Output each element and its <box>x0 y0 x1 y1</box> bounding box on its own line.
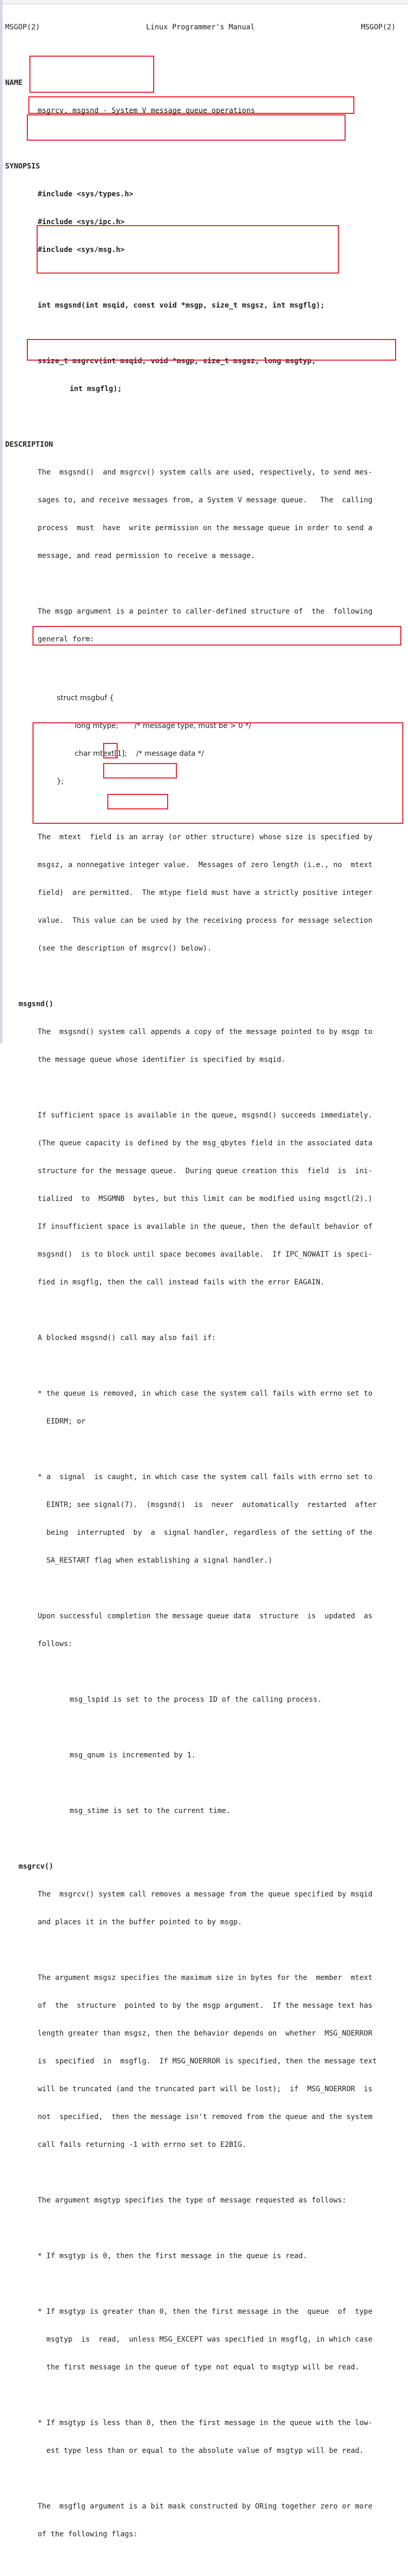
msgrcv-p2: will be truncated (and the truncated part will be lost); if MSG_NOERROR is <box>38 2085 373 2093</box>
msgtyp-bullet: msgtyp is read, unless MSG_EXCEPT was specified in msgflg, in which case <box>38 2335 373 2344</box>
msgsnd-p2: msgsnd() is to block until space becomes available. If IPC_NOWAIT is speci- <box>38 1250 373 1259</box>
desc-p2: The msgp argument is a pointer to caller-defined structure of the following <box>38 607 373 616</box>
msgrcv-p1: and places it in the buffer pointed to by msgp. <box>38 1918 242 1926</box>
msgtyp-bullet: the first message in the queue of type not equal to msgtyp will be read. <box>38 2363 360 2371</box>
msgsnd-bullet: EINTR; see signal(7). (msgsnd() is never automatically restarted after <box>38 1501 377 1509</box>
msgtyp-bullet: * If msgtyp is greater than 0, then the first message in the queue of type <box>38 2308 373 2316</box>
subsection-msgsnd: msgsnd() <box>19 1000 54 1008</box>
msgsnd-p2: tialized to MSGMNB bytes, but this limit can be modified using msgctl(2).) <box>38 1195 373 1203</box>
msgsnd-bullet: being interrupted by a signal handler, regardless of the setting of the <box>38 1529 373 1537</box>
msgrcv-p1: The msgrcv() system call removes a message from the queue specified by msqid <box>38 1890 373 1899</box>
struct-line: }; <box>57 777 64 786</box>
msgsnd-update: msg_lspid is set to the process ID of the calling process. <box>70 1696 322 1704</box>
msgtyp-bullet: est type less than or equal to the absolute value of msgtyp will be read. <box>38 2447 364 2455</box>
subsection-msgrcv: msgrcv() <box>19 1862 54 1871</box>
section-description: DESCRIPTION <box>5 440 53 449</box>
desc-p1: sages to, and receive messages from, a System V message queue. The calling <box>38 496 373 504</box>
msgrcv-prototype-cont: int msgflg); <box>70 385 122 393</box>
msgrcv-p2: The argument msgsz specifies the maximum size in bytes for the member mtext <box>38 1974 373 1982</box>
include-line: #include <sys/types.h> <box>38 190 134 198</box>
include-line: #include <sys/ipc.h> <box>38 218 125 226</box>
header-right: MSGOP(2) <box>361 23 396 31</box>
msgrcv-p4: The msgflg argument is a bit mask constructed by ORing together zero or more <box>38 2502 373 2511</box>
desc-p1: process must have write permission on the message queue in order to send a <box>38 524 373 532</box>
desc-p3: field) are permitted. The mtype field must have a strictly positive integer <box>38 889 373 897</box>
msgtyp-bullet: * If msgtyp is 0, then the first message in the queue is read. <box>38 2252 307 2260</box>
msgsnd-update: msg_qnum is incremented by 1. <box>70 1751 196 1759</box>
msgsnd-p3: A blocked msgsnd() call may also fail if: <box>38 1334 216 1342</box>
msgsnd-bullet: SA_RESTART flag when establishing a signal handler.) <box>38 1556 273 1565</box>
section-synopsis: SYNOPSIS <box>5 162 40 171</box>
msgrcv-prototype: ssize_t msgrcv(int msqid, void *msgp, size_t msgsz, long msgtyp, <box>38 357 316 365</box>
struct-line: char mtext[1]; /* message data */ <box>75 750 204 758</box>
header-left: MSGOP(2) <box>5 23 40 31</box>
msgrcv-p2: of the structure pointed to by the msgp argument. If the message text has <box>38 2002 373 2010</box>
desc-p3: (see the description of msgrcv() below). <box>38 944 212 953</box>
msgrcv-p4: of the following flags: <box>38 2530 138 2538</box>
top-strip <box>0 0 408 4</box>
msgsnd-p2: fied in msgflg, then the call instead fails with the error EAGAIN. <box>38 1278 325 1286</box>
struct-line: struct msgbuf { <box>57 694 114 702</box>
msgsnd-p2: If insufficient space is available in the queue, then the default behavior of <box>38 1223 373 1231</box>
struct-line: long mtype; /* message type, must be > 0 */ <box>75 722 252 730</box>
msgsnd-p2: (The queue capacity is defined by the msg_qbytes field in the associated data <box>38 1139 373 1147</box>
msgsnd-bullet: * the queue is removed, in which case the system call fails with errno set to <box>38 1389 373 1398</box>
msgsnd-prototype: int msgsnd(int msqid, const void *msgp, size_t msgsz, int msgflg); <box>38 301 325 310</box>
desc-p2: general form: <box>38 635 94 643</box>
desc-p3: msgsz, a nonnegative integer value. Messages of zero length (i.e., no mtext <box>38 861 373 869</box>
msgsnd-p1: the message queue whose identifier is specified by msqid. <box>38 1056 286 1064</box>
msgrcv-p2: not specified, then the message isn't removed from the queue and the system <box>38 2113 373 2121</box>
section-name: NAME <box>5 79 23 87</box>
desc-p1: The msgsnd() and msgrcv() system calls are used, respectively, to send mes- <box>38 468 373 477</box>
msgsnd-p4: Upon successful completion the message queue data structure is updated as <box>38 1612 373 1620</box>
desc-p3: The mtext field is an array (or other structure) whose size is specified by <box>38 833 373 841</box>
msgrcv-p2: call fails returning -1 with errno set to E2BIG. <box>38 2141 247 2149</box>
include-line: #include <sys/msg.h> <box>38 246 125 254</box>
name-text: msgrcv, msgsnd - System V message queue operations <box>38 107 255 115</box>
msgtyp-bullet: * If msgtyp is less than 0, then the first message in the queue with the low- <box>38 2419 373 2427</box>
man-header <box>5 23 396 32</box>
msgsnd-p2: If sufficient space is available in the queue, msgsnd() succeeds immediately. <box>38 1111 373 1120</box>
msgrcv-p3: The argument msgtyp specifies the type of message requested as follows: <box>38 2196 347 2205</box>
msgsnd-update: msg_stime is set to the current time. <box>70 1807 231 1815</box>
man-page <box>5 4 402 2576</box>
msgsnd-p1: The msgsnd() system call appends a copy of the message pointed to by msgp to <box>38 1028 373 1036</box>
header-center: Linux Programmer's Manual <box>146 23 255 31</box>
msgrcv-p2: length greater than msgsz, then the behavior depends on whether MSG_NOERROR <box>38 2029 373 2038</box>
desc-p3: value. This value can be used by the receiving process for message selection <box>38 917 373 925</box>
msgsnd-p2: structure for the message queue. During queue creation this field is ini- <box>38 1167 373 1175</box>
msgsnd-bullet: EIDRM; or <box>38 1417 86 1426</box>
msgsnd-p4: follows: <box>38 1640 73 1648</box>
desc-p1: message, and read permission to receive a message. <box>38 552 255 560</box>
msgrcv-p2: is specified in msgflg. If MSG_NOERROR is specified, then the message text <box>38 2057 377 2065</box>
left-border <box>0 0 3 1043</box>
msgsnd-bullet: * a signal is caught, in which case the system call fails with errno set to <box>38 1473 373 1481</box>
